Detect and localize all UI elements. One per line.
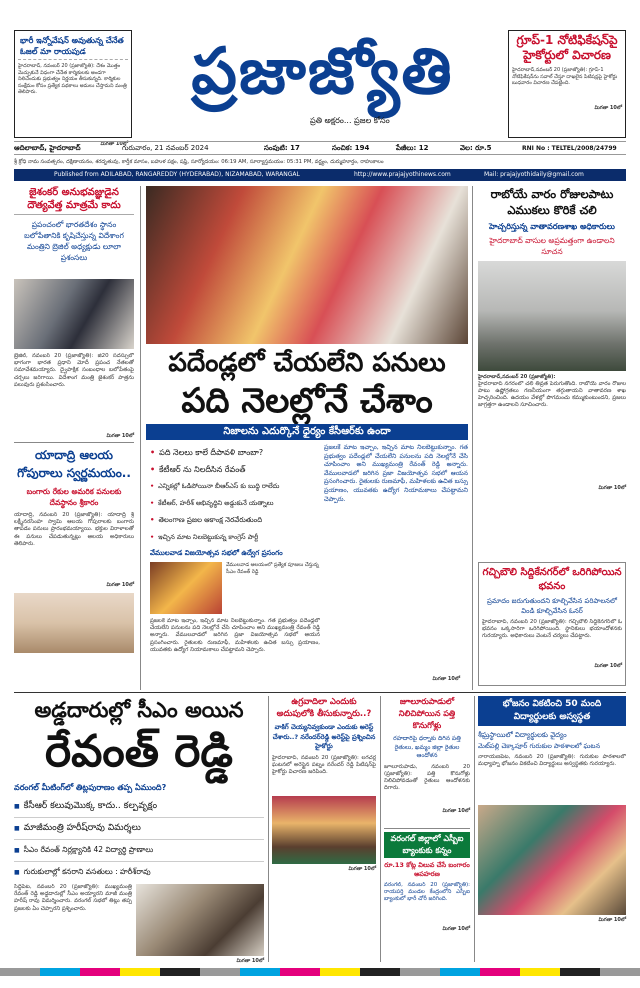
bottom-story3-title: వరంగల్ జిల్లాలో ఎస్బీఐ బ్యాంకుకు కన్నం <box>384 832 470 858</box>
registration-color-strip <box>0 968 640 976</box>
masthead-logo: ప్రజాజ్యోతి <box>191 35 454 109</box>
dateline-rni: RNI No : TELTEL/2008/24799 <box>522 145 617 152</box>
left-story1-body: బ్రెజిల్, నవంబర్ 20 (ప్రజాజ్యోతి): జి20 సదస్సులో భాగంగా భారత ప్రధాని మోదీ ప్రపంచ నేతలతో సమావేశమయ్యారు. ద్వైపాక్షిక సంబంధాల బలోపేతంపై చర్చలు జరిగాయి. విదేశాంగ మంత్రి జైశంకర్ పాత్రను పలువురు ప్రశంసించారు. <box>14 353 134 388</box>
dateline-price: వెల: రూ.5 <box>460 144 492 152</box>
bottom-story3-body: వరంగల్, నవంబర్ 20 (ప్రజాజ్యోతి): రాయపర్తి మండల కేంద్రంలోని ఎస్బీఐ బ్యాంకులో భారీ చోరీ జరిగింది. <box>384 882 470 903</box>
lead-more[interactable]: మిగతా 10లో <box>432 676 460 682</box>
right-story2-more[interactable]: మిగతా 10లో <box>594 663 622 669</box>
left-story1-title: జైశంకర్ అనుభవజ్ఞుడైన దౌత్యవేత్త మాత్రమే కాదు <box>14 186 134 215</box>
lead-point: • తెలంగాణ ప్రజల ఆకాంక్ష నెరవేరుతుంది <box>150 512 320 529</box>
dateline-bar <box>14 141 626 155</box>
bottom-right-more[interactable]: మిగతా 10లో <box>598 917 626 923</box>
bottom-lead-point: ■ కేసీఆర్ కలువుమొక్క కాదు.. కల్పవృక్షం <box>14 796 264 818</box>
dateline-place: ఆదిలాబాద్, హైదరాబాద్ <box>14 144 81 152</box>
left-story2-body: యాదాద్రి, నవంబర్ 20 (ప్రజాజ్యోతి): యాదాద్రి శ్రీ లక్ష్మీనరసింహ స్వామి ఆలయ గోపురాలకు బంగారు తాపడం పనులు ప్రారంభమయ్యాయి. భక్తుల విరాళాలతో ఈ పనులు చేపడుతున్నట్లు ఆలయ అధికారులు తెలిపారు. <box>14 512 134 547</box>
lead-photo-caption: వేములవాడ ఆలయంలో ప్రత్యేక పూజలు చేస్తున్న సీఎం రేవంత్ రెడ్డి <box>226 562 319 575</box>
lead-headline-2: పది నెలల్లోనే చేశాం <box>181 381 433 421</box>
bottom-right-point: మెట్‌పల్లి చెక్కాపూర్ గురుకుల పాఠశాలలో ఘటన <box>478 742 601 750</box>
masthead-tagline: ప్రతి అక్షరం... ప్రజల కోసం <box>310 116 390 125</box>
edition-url[interactable]: http://www.prajajyothinews.com <box>354 171 451 178</box>
left-story2-more[interactable]: మిగతా 10లో <box>106 582 134 588</box>
edition-published: Published from ADILABAD, RANGAREDDY (HYDERABAD), NIZAMABAD, WARANGAL <box>54 171 300 178</box>
right-story2-title: గచ్చిబౌలి సిద్దికేనగర్‌లో ఒరిగిపోయిన భవనం <box>482 567 622 592</box>
bottom-lead-point: ■ సీఎం రేవంత్ నిర్లక్ష్యానికి 42 విద్యార్థి ప్రాణాలు <box>14 840 264 862</box>
lead-strap: నిజాలను ఎదుర్కొనే ధైర్యం కేసీఆర్‌కు ఉందా <box>146 424 468 440</box>
ear-right-more[interactable]: మిగతా 10లో <box>594 105 622 111</box>
lead-body-left: ప్రజలకే మాట ఇచ్చాం, ఇచ్చిన మాట నిలబెట్టుకున్నాం. గత ప్రభుత్వం పదేండ్లలో చేయలేని పనులను పది నెలల్లోనే చేసి చూపించాం అని ముఖ్యమంత్రి రేవంత్ రెడ్డి అన్నారు. వేములవాడలో జరిగిన ప్రజా విజయోత్సవ సభలో ఆయన ప్రసంగించారు. రైతులకు రుణమాఫీ, మహిళలకు ఉచిత బస్సు ప్రయాణం, యువతకు ఉద్యోగ నియామకాలు చేపట్టామని చెప్పారు. <box>150 618 320 653</box>
bottom-story3-more[interactable]: మిగతా 10లో <box>442 926 470 932</box>
edition-mail[interactable]: Mail: prajajyothidaily@gmail.com <box>484 171 584 178</box>
left-story-yadadri <box>14 446 134 686</box>
right-story1-more[interactable]: మిగతా 10లో <box>598 484 626 491</box>
ear-right-body: హైదరాబాద్,నవంబర్ 20 (ప్రజాజ్యోతి): గ్రూప్-1 నోటిఫికేషన్‌ను సవాల్ చేస్తూ దాఖలైన పిటిషన్లపై హైకోర్టు బుధవారం విచారణ చేపట్టింది. <box>512 67 618 86</box>
bottom-mid-body: హైదరాబాద్, నవంబర్ 20 (ప్రజాజ్యోతి): లగచర్ల ఘటనలో అరెస్టైన పట్నం నరేందర్ రెడ్డి పిటిషన్‌పై హైకోర్టు విచారణ జరిపింది. <box>272 754 376 775</box>
lead-body-right: ప్రజలకే మాట ఇచ్చాం, ఇచ్చిన మాట నిలబెట్టుకున్నాం. గత ప్రభుత్వం పదేండ్లలో చేయలేని పనులను పది నెలల్లోనే చేసి చూపించాం అని ముఖ్యమంత్రి రేవంత్ రెడ్డి అన్నారు. వేములవాడలో జరిగిన ప్రజా విజయోత్సవ సభలో ఆయన ప్రసంగించారు. రైతులకు రుణమాఫీ, మహిళలకు ఉచిత బస్సు ప్రయాణం, యువతకు ఉద్యోగ నియామకాలు చేపట్టామని చెప్పారు. <box>324 444 468 503</box>
lead-point: • ఎన్నికల్లో ఓడిపోయినా బీఆర్ఎస్ కు బుద్ధి రాలేదు <box>150 478 320 495</box>
left-story1-lead: ప్రపంచంలో భారతదేశం స్థానం బలోపేతానికి కృషిచేస్తున్న విదేశాంగ మంత్రిని బ్రెజిల్ అధ్యక్షుడు లూలా ప్రశంసలు <box>24 220 124 262</box>
ear-panel-left <box>14 30 132 147</box>
lead-points-list <box>150 444 320 546</box>
left-story2-photo <box>14 593 134 653</box>
right-story-building <box>478 562 626 686</box>
bottom-mid-more[interactable]: మిగతా 10లో <box>348 865 376 872</box>
bottom-story2-more[interactable]: మిగతా 10లో <box>442 807 470 814</box>
bottom-right-title: భోజనం వికటించి 50 మంది విద్యార్థులకు అస్వస్థత <box>478 696 626 726</box>
ear-left-body: హైదరాబాద్, నవంబర్ 20 (ప్రజాజ్యోతి): దేశం మొత్తం మెచ్చుకునే విధంగా చేనేత కార్మికులకు అండగా నిలిచేందుకు ప్రభుత్వం నిర్ణయం తీసుకున్నది. కార్మికుల సంక్షేమం కోసం ప్రత్యేక పథకాలు అమలు చేస్తామని మంత్రి తెలిపారు. <box>18 63 127 95</box>
bottom-lead-point: ■ గురుకులాల్లో కనరాని వసతులు : హరీశ్‌రావు <box>14 862 264 883</box>
bottom-lead-point: ■ మాజీమంత్రి హరీష్‌రావు విమర్శలు <box>14 818 264 840</box>
bottom-right-story <box>478 696 626 962</box>
dateline-pages: పేజీలు: 12 <box>396 144 429 152</box>
bottom-mid-story <box>272 696 376 962</box>
left-story1-more[interactable]: మిగతా 10లో <box>106 433 134 439</box>
bottom-mid-subtitle: వాకిగ్ చెయ్యనివ్వకుండా ఎందుకు అరెస్ట్ చేశారు..? నరేందర్‌రెడ్డి అరెస్ట్‌పై ప్రశ్నించిన హైకోర్టు <box>272 723 376 750</box>
bottom-mid-title: ఉగ్రవాదిలా ఎందుకు అదుపులోకి తీసుకున్నారు..? <box>276 697 372 719</box>
ear-right-title: గ్రూప్-1 నోటిఫికేషన్‌పై హైకోర్టులో విచారణ <box>516 33 618 62</box>
right-story2-body: హైదరాబాద్, నవంబర్ 20 (ప్రజాజ్యోతి): గచ్చిబౌలి సిద్దికేనగర్‌లో ఓ భవనం ఒక్కసారిగా ఒరిగిపోయింది. స్థానికులు భయాందోళనకు గురయ్యారు. అధికారులు వెంటనే చర్యలు చేపట్టారు. <box>482 619 622 640</box>
lead-point: • కేటీఆర్ ను నిలదీసిన రేవంత్ <box>150 461 320 478</box>
lead-photo <box>146 186 468 344</box>
dateline-date: గురువారం, 21 నవంబర్ 2024 <box>122 144 209 152</box>
lead-headline-1: పదేండ్లలో చేయలేని పనులు <box>168 348 446 378</box>
right-story2-subtitle: ప్రమాదం జరుగుతుందని కూల్చివేసిన పరిపాలనలో విండి కూల్చివేసిన ఓనర్ <box>487 597 617 615</box>
bottom-lead-body: సిద్దిపేట, నవంబర్ 20 (ప్రజాజ్యోతి): ముఖ్యమంత్రి రేవంత్ రెడ్డి అడ్డదారుల్లో సీఎం అయ్యారని మాజీ మంత్రి హరీష్ రావు విమర్శించారు. వరంగల్ సభలో తిట్లు తప్ప ప్రజలకు ఏం చెప్పారని ప్రశ్నించారు. <box>14 884 132 912</box>
right-story1-photo <box>478 261 626 371</box>
ear-panel-right <box>508 30 626 138</box>
bottom-lead-kicker: వరంగల్ మీటింగ్‌లో తిట్లపురాణం తప్ప ఏముంది? <box>14 783 167 792</box>
panchang-line: శ్రీ క్రోధి నామ సంవత్సరం, దక్షిణాయనం, శరదృతువు, కార్తీక మాసం, బహుళ పక్షం, షష్ఠి, సూర్యోదయం: 06:19 AM, సూర్యాస్తమయం: 05:31 PM, వర్జ్యం, దుర్ముహూర్తం, రాహుకాలం <box>14 159 384 165</box>
bottom-lead-more[interactable]: మిగతా 10లో <box>236 958 264 964</box>
bottom-story-bank <box>384 832 470 962</box>
lead-point: • ఇచ్చిన మాట నిలబెట్టుకున్న కాంగ్రెస్ పార్టీ <box>150 529 320 546</box>
right-story1-body: హైదరాబాద్ నగరంలో చలి తీవ్రత పెరుగుతోంది. రాబోయే వారం రోజుల పాటు ఉష్ణోగ్రతలు గణనీయంగా తగ్గుతాయని వాతావరణ శాఖ హెచ్చరించింది. ఉదయం వేళల్లో పొగమంచు కమ్ముకుంటుందని, ప్రజలు జాగ్రత్తగా ఉండాలని సూచించారు. <box>478 380 626 409</box>
right-story1-caption: హైదరాబాద్,నవంబర్ 20 (ప్రజాజ్యోతి): <box>478 374 556 380</box>
bottom-mid-photo <box>272 796 376 864</box>
lead-kicker: వేములవాడ విజయోత్సవ సభలో ఉద్వేగ ప్రసంగం <box>150 549 283 557</box>
right-story1-kicker: హైదరాబాద్ వాసుల అప్రమత్తంగా ఉండాలని సూచన <box>489 236 615 256</box>
left-story2-subtitle: బంగారు రేకుల అమరిక పనులకు దేవస్థానం శ్రీకారం <box>26 487 122 507</box>
dateline-issue: సంచిక: 194 <box>332 144 370 152</box>
lead-inset-photo <box>150 562 222 614</box>
bottom-story2-subtitle: రహదారిపై ధర్నాకు దిగిన పత్తి రైతులు, ఖమ్మం జిల్లా రైతుల ఆందోళన <box>393 735 461 759</box>
right-story1-subtitle: హెచ్చరిస్తున్న వాతావరణశాఖ అధికారులు <box>489 222 615 231</box>
bottom-lead-photo <box>136 884 264 956</box>
bottom-lead-points <box>14 796 264 883</box>
edition-bar <box>14 169 626 181</box>
bottom-story3-subtitle: రూ.13 కోట్ల విలువ చేసే బంగారం అపహరణ <box>384 861 470 878</box>
bottom-story2-body: జూలూరుపాడు, నవంబర్ 20 (ప్రజాజ్యోతి): పత్తి కొనుగోళ్లు నిలిచిపోవడంతో రైతులు ఆందోళనకు దిగారు. <box>384 763 470 792</box>
bottom-story2-title: జూలూరుపాడులో నిలిచిపోయిన పత్తి కొనుగోళ్లు <box>398 697 456 730</box>
left-story1-photo <box>14 279 134 349</box>
bottom-story-cotton <box>384 696 470 826</box>
bottom-lead-headline-1: అడ్డదారుల్లో సీఎం అయిన <box>34 698 244 722</box>
bottom-right-point: శీఘ్రస్థాయిలో విద్యార్థులకు వైద్యం <box>478 731 567 739</box>
bottom-right-photo <box>478 805 626 915</box>
ear-left-more[interactable]: మిగతా 10లో <box>100 141 128 147</box>
dateline-volume: సంపుటి: 17 <box>264 144 300 152</box>
right-story-cold <box>478 186 626 554</box>
left-story-diplomat <box>14 186 134 439</box>
ear-left-title: భారీ ఇన్నోవేషన్ అవుతున్న చేనేత ఓజల్ మా రాయపుడ <box>18 33 128 60</box>
lead-point: • పది నెలలు కాలే దీపావళి బాంబా? <box>150 444 320 461</box>
lead-point: • కేటీఆర్, హరీశ్ అభివృద్ధిని అడ్డుకునే యత్నాలు <box>150 495 320 512</box>
right-story1-title: రాబోయే వారం రోజులపాటు ఎముకలు కొరికే చలి <box>490 187 614 217</box>
bottom-right-body: నారాయణపేట, నవంబర్ 20 (ప్రజాజ్యోతి): గురుకుల పాఠశాలలో మధ్యాహ్న భోజనం వికటించి విద్యార్థులు అస్వస్థతకు గురయ్యారు. <box>478 754 626 768</box>
bottom-lead-headline-2: రేవంత్ రెడ్డి <box>45 726 233 777</box>
left-story2-title: యాదాద్రి ఆలయ గోపురాలు స్వర్ణమయం.. <box>17 448 131 480</box>
